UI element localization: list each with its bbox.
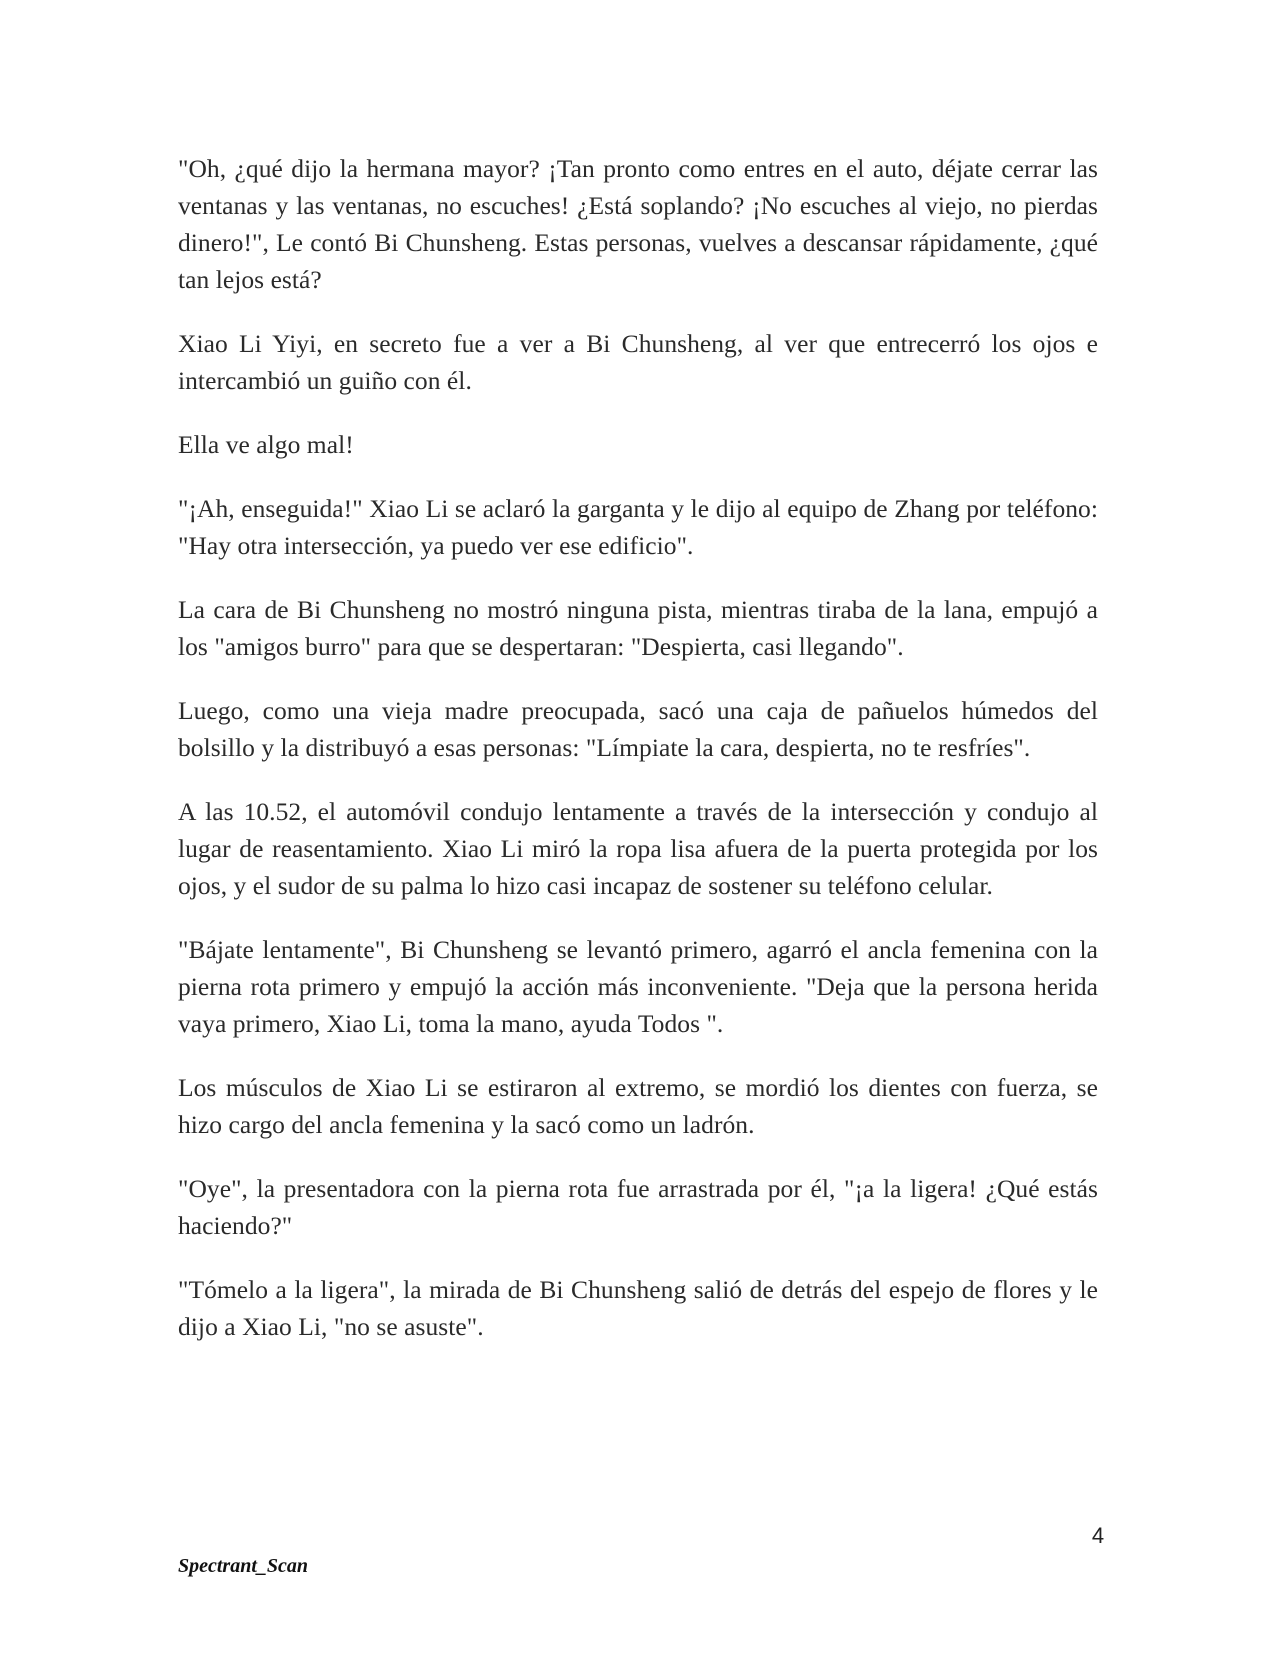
- paragraph-5: La cara de Bi Chunsheng no mostró ninguna pista, mientras tiraba de la lana, empujó a los "amigos burro" para que se despertaran: "Despierta, casi llegando".: [178, 595, 1098, 661]
- paragraph-2: Xiao Li Yiyi, en secreto fue a ver a Bi Chunsheng, al ver que entrecerró los ojos e intercambió un guiño con él.: [178, 329, 1098, 395]
- paragraph-6: Luego, como una vieja madre preocupada, sacó una caja de pañuelos húmedos del bolsillo y la distribuyó a esas personas: "Límpiate la cara, despierta, no te resfríes".: [178, 696, 1098, 762]
- paragraph-9: Los músculos de Xiao Li se estiraron al extremo, se mordió los dientes con fuerza, se hizo cargo del ancla femenina y la sacó como un ladrón.: [178, 1073, 1098, 1139]
- paragraph-10: "Oye", la presentadora con la pierna rota fue arrastrada por él, "¡a la ligera! ¿Qué estás haciendo?": [178, 1174, 1098, 1240]
- paragraph-1: "Oh, ¿qué dijo la hermana mayor? ¡Tan pronto como entres en el auto, déjate cerrar las ventanas y las ventanas, no escuches! ¿Está soplando? ¡No escuches al viejo, no pierdas dinero!", Le contó Bi Chunsheng. Estas personas, vuelves a descansar rápidamente, ¿qué tan lejos está?: [178, 154, 1098, 294]
- paragraph-7: A las 10.52, el automóvil condujo lentamente a través de la intersección y condujo al lugar de reasentamiento. Xiao Li miró la ropa lisa afuera de la puerta protegida por los ojos, y el sudor de su palma lo hizo casi incapaz de sostener su teléfono celular.: [178, 797, 1098, 900]
- footer-scan-credit: Spectrant_Scan: [178, 1555, 309, 1577]
- paragraph-4: "¡Ah, enseguida!" Xiao Li se aclaró la garganta y le dijo al equipo de Zhang por teléfono: "Hay otra intersección, ya puedo ver ese edificio".: [178, 494, 1098, 560]
- paragraph-3: Ella ve algo mal!: [178, 430, 354, 459]
- page-number: 4: [1091, 1523, 1105, 1548]
- paragraph-8: "Bájate lentamente", Bi Chunsheng se levantó primero, agarró el ancla femenina con la pierna rota primero y empujó la acción más inconveniente. "Deja que la persona herida vaya primero, Xiao Li, toma la mano, ayuda Todos ".: [178, 935, 1098, 1038]
- body-text: [178, 150, 1098, 1372]
- paragraph-11: "Tómelo a la ligera", la mirada de Bi Chunsheng salió de detrás del espejo de flores y le dijo a Xiao Li, "no se asuste".: [178, 1275, 1098, 1341]
